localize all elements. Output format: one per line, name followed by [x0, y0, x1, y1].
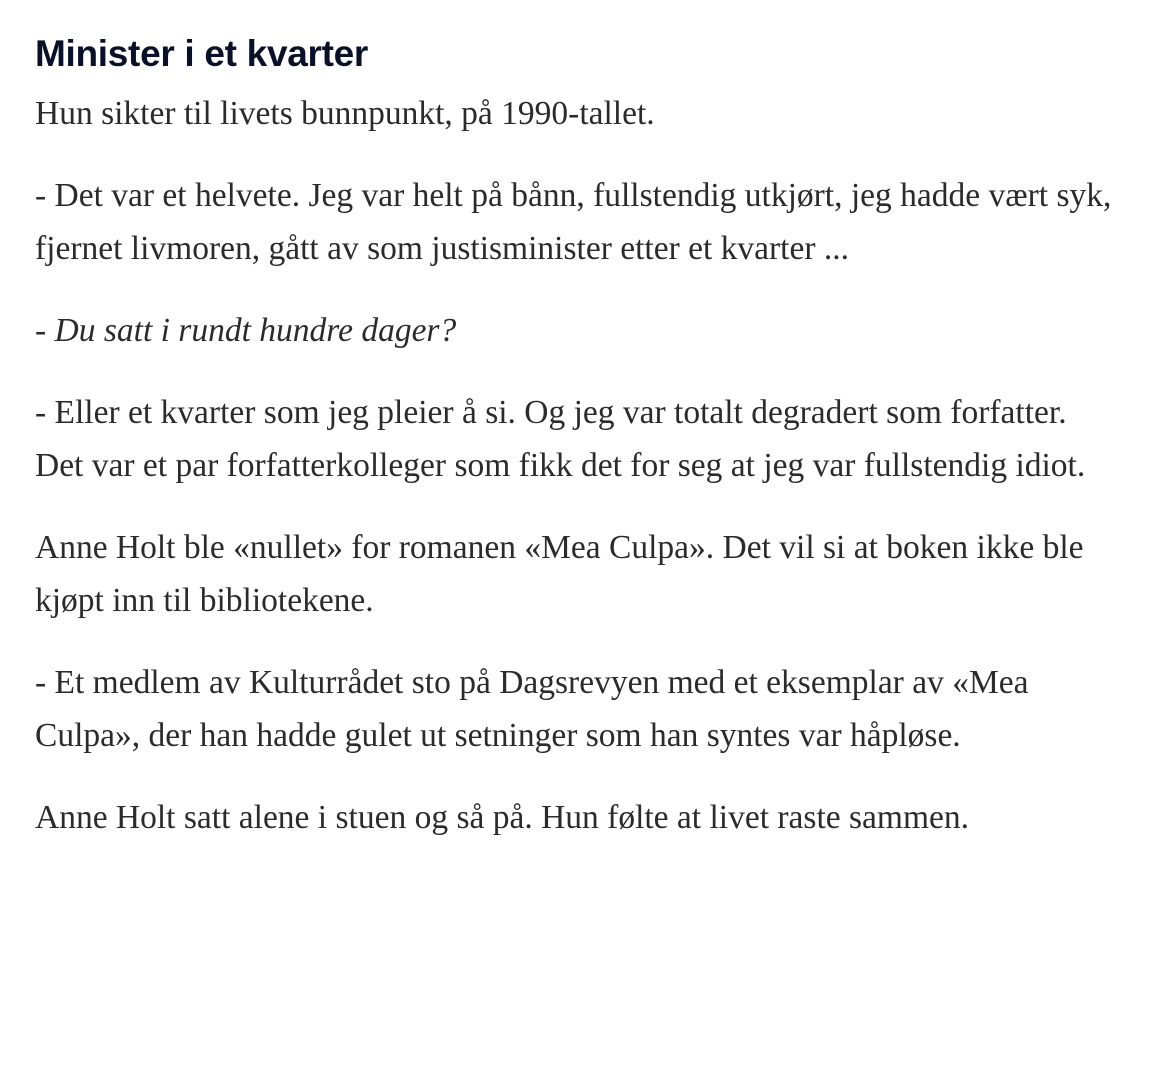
- paragraph: Anne Holt satt alene i stuen og så på. Hun følte at livet raste sammen.: [35, 799, 970, 836]
- question-dash: -: [35, 312, 55, 349]
- quote-paragraph: - Et medlem av Kulturrådet sto på Dagsrevyen med et eksemplar av «Mea Culpa», der han hadde gulet ut setninger som han syntes var håpløse.: [35, 664, 1029, 754]
- question-text: Du satt i rundt hundre dager?: [54, 312, 457, 349]
- paragraph: Hun sikter til livets bunnpunkt, på 1990-tallet.: [35, 95, 655, 132]
- paragraph: Anne Holt ble «nullet» for romanen «Mea Culpa». Det vil si at boken ikke ble kjøpt inn til bibliotekene.: [35, 529, 1084, 619]
- interviewer-question: [35, 304, 1115, 357]
- quote-paragraph: - Det var et helvete. Jeg var helt på bånn, fullstendig utkjørt, jeg hadde vært syk, fjernet livmoren, gått av som justisminister etter et kvarter ...: [35, 177, 1112, 267]
- quote-paragraph: - Eller et kvarter som jeg pleier å si. Og jeg var totalt degradert som forfatter. Det var et par forfatterkolleger som fikk det for seg at jeg var fullstendig idiot.: [35, 394, 1086, 484]
- section-heading: Minister i et kvarter: [35, 33, 369, 74]
